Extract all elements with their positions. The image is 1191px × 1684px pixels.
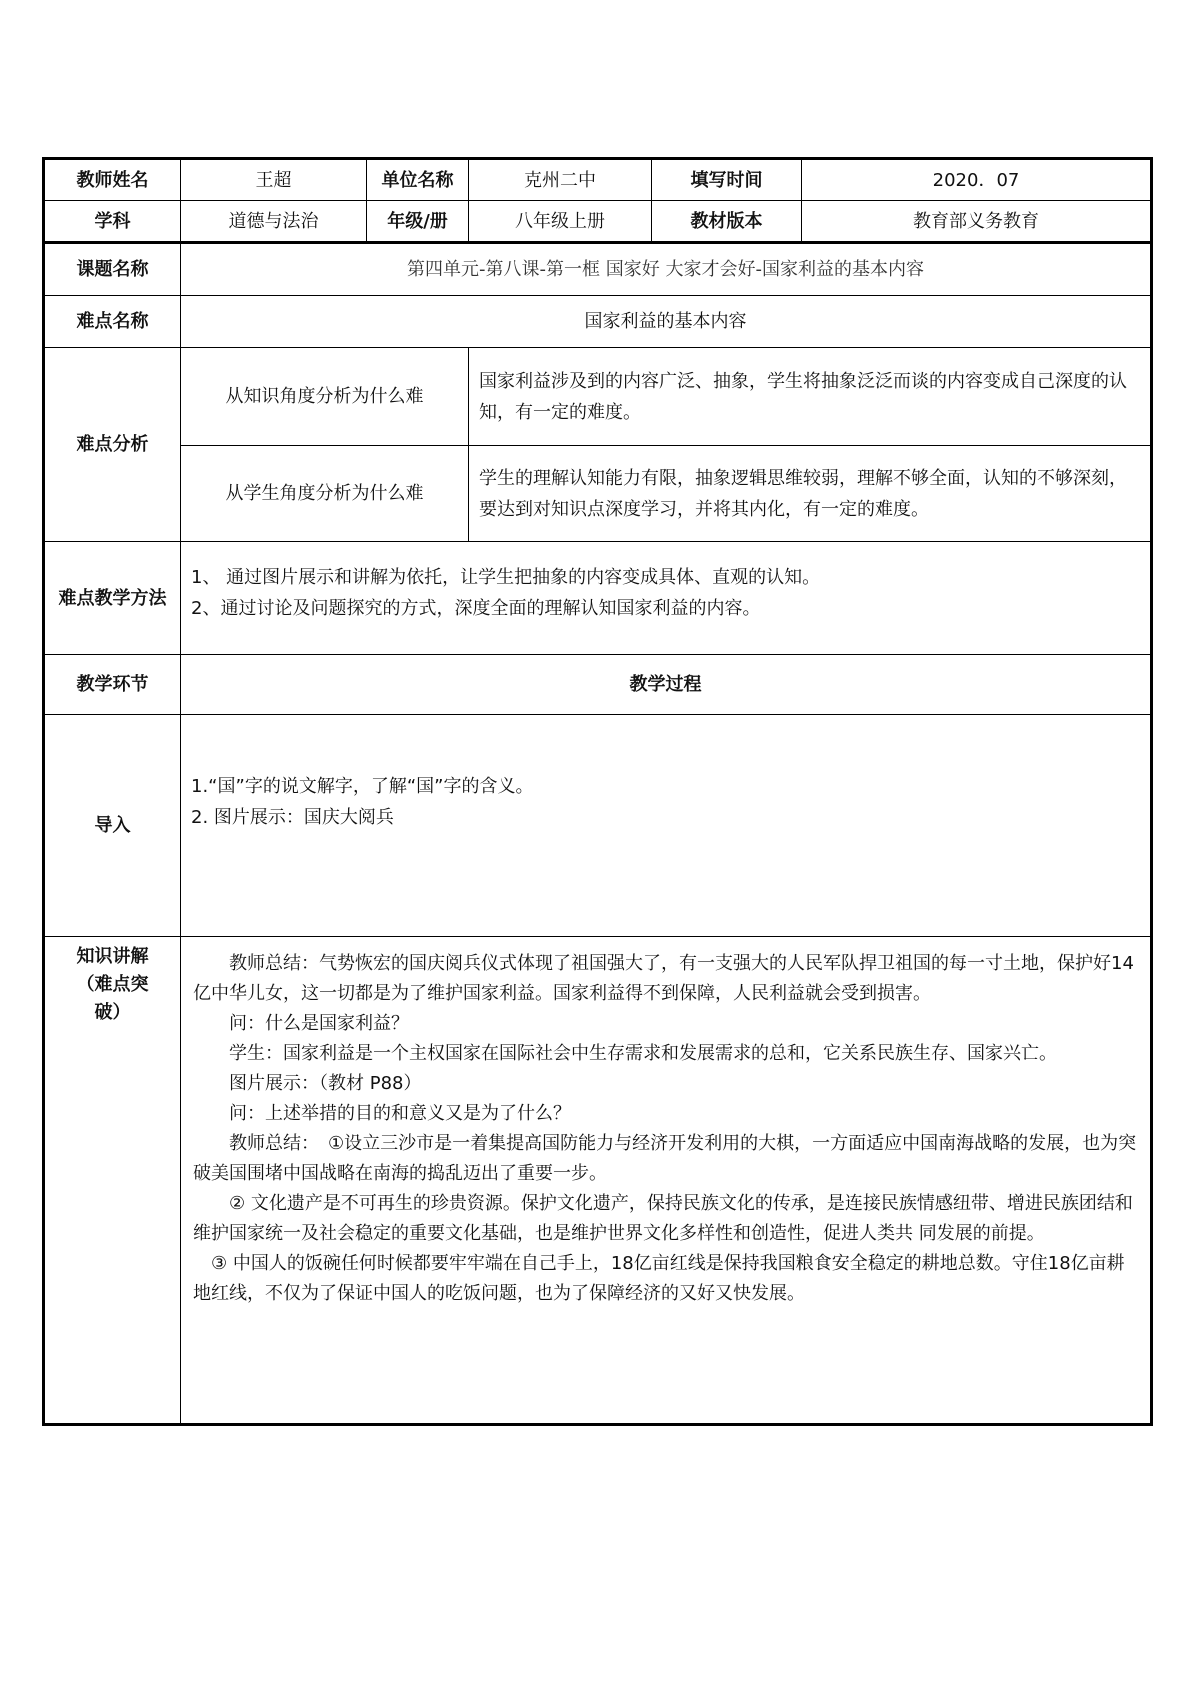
unit-value: 克州二中: [469, 159, 652, 201]
knowledge-paragraph: 问：什么是国家利益？: [229, 1013, 409, 1034]
grade-label: 年级/册: [367, 201, 469, 243]
process-header: 教学过程: [181, 655, 1152, 715]
teacher-label: 教师姓名: [44, 159, 181, 201]
knowledge-paragraph: 教师总结：气势恢宏的国庆阅兵仪式体现了祖国强大了，有一支强大的人民军队捍卫祖国的每一寸土地，保护好14亿中华儿女，这一切都是为了维护国家利益。国家利益得不到保障，人民利益就会受到损害。: [193, 953, 1134, 1004]
method-line-2: 2、通过讨论及问题探究的方式，深度全面的理解认知国家利益的内容。: [191, 598, 761, 619]
subject-label: 学科: [44, 201, 181, 243]
method-content: [181, 542, 1152, 655]
intro-label: 导入: [44, 715, 181, 937]
date-value: 2020．07: [802, 159, 1152, 201]
knowledge-paragraph: ② 文化遗产是不可再生的珍贵资源。保护文化遗产，保持民族文化的传承，是连接民族情感纽带、增进民族团结和维护国家统一及社会稳定的重要文化基础，也是维护世界文化多样性和创造性，促进人类共 同发展的前提。: [193, 1193, 1133, 1244]
date-label: 填写时间: [652, 159, 802, 201]
method-label: 难点教学方法: [44, 542, 181, 655]
method-line-1: 1、 通过图片展示和讲解为依托，让学生把抽象的内容变成具体、直观的认知。: [191, 567, 821, 588]
knowledge-paragraph: 问：上述举措的目的和意义又是为了什么？: [229, 1103, 571, 1124]
knowledge-paragraph: ③ 中国人的饭碗任何时候都要牢牢端在自己手上，18亿亩红线是保持我国粮食安全稳定的耕地总数。守住18亿亩耕地红线，不仅为了保证中国人的吃饭问题，也为了保障经济的又好又快发展。: [193, 1253, 1125, 1304]
knowledge-paragraph: 教师总结： ①设立三沙市是一着集提高国防能力与经济开发利用的大棋，一方面适应中国南海战略的发展，也为突破美国围堵中国战略在南海的捣乱迈出了重要一步。: [193, 1133, 1137, 1184]
intro-content: [181, 715, 1152, 937]
knowledge-paragraph: 图片展示：（教材 P88）: [229, 1073, 422, 1094]
knowledge-angle-label: 从知识角度分析为什么难: [181, 348, 469, 446]
knowledge-angle-text: 国家利益涉及到的内容广泛、抽象，学生将抽象泛泛而谈的内容变成自己深度的认知，有一定的难度。: [469, 348, 1152, 446]
grade-value: 八年级上册: [469, 201, 652, 243]
topic-label: 课题名称: [44, 243, 181, 296]
intro-line-1: 1.“国”字的说文解字，了解“国”字的含义。: [191, 776, 534, 797]
edition-label: 教材版本: [652, 201, 802, 243]
intro-line-2: 2. 图片展示：国庆大阅兵: [191, 807, 394, 828]
knowledge-paragraph: 学生：国家利益是一个主权国家在国际社会中生存需求和发展需求的总和，它关系民族生存、国家兴亡。: [229, 1043, 1057, 1064]
knowledge-label: 知识讲解（难点突破）: [44, 937, 181, 1425]
difficulty-label: 难点名称: [44, 296, 181, 348]
knowledge-content: [181, 937, 1152, 1425]
subject-value: 道德与法治: [181, 201, 367, 243]
stage-header: 教学环节: [44, 655, 181, 715]
edition-value: 教育部义务教育: [802, 201, 1152, 243]
difficulty-value: 国家利益的基本内容: [181, 296, 1152, 348]
student-angle-label: 从学生角度分析为什么难: [181, 446, 469, 542]
topic-value: 第四单元-第八课-第一框 国家好 大家才会好-国家利益的基本内容: [181, 243, 1152, 296]
unit-label: 单位名称: [367, 159, 469, 201]
lesson-plan-sheet: [42, 157, 1150, 1426]
teacher-value: 王超: [181, 159, 367, 201]
lesson-plan-table: [42, 157, 1153, 1426]
student-angle-text: 学生的理解认知能力有限，抽象逻辑思维较弱，理解不够全面，认知的不够深刻，要达到对知识点深度学习，并将其内化，有一定的难度。: [469, 446, 1152, 542]
analysis-label: 难点分析: [44, 348, 181, 542]
